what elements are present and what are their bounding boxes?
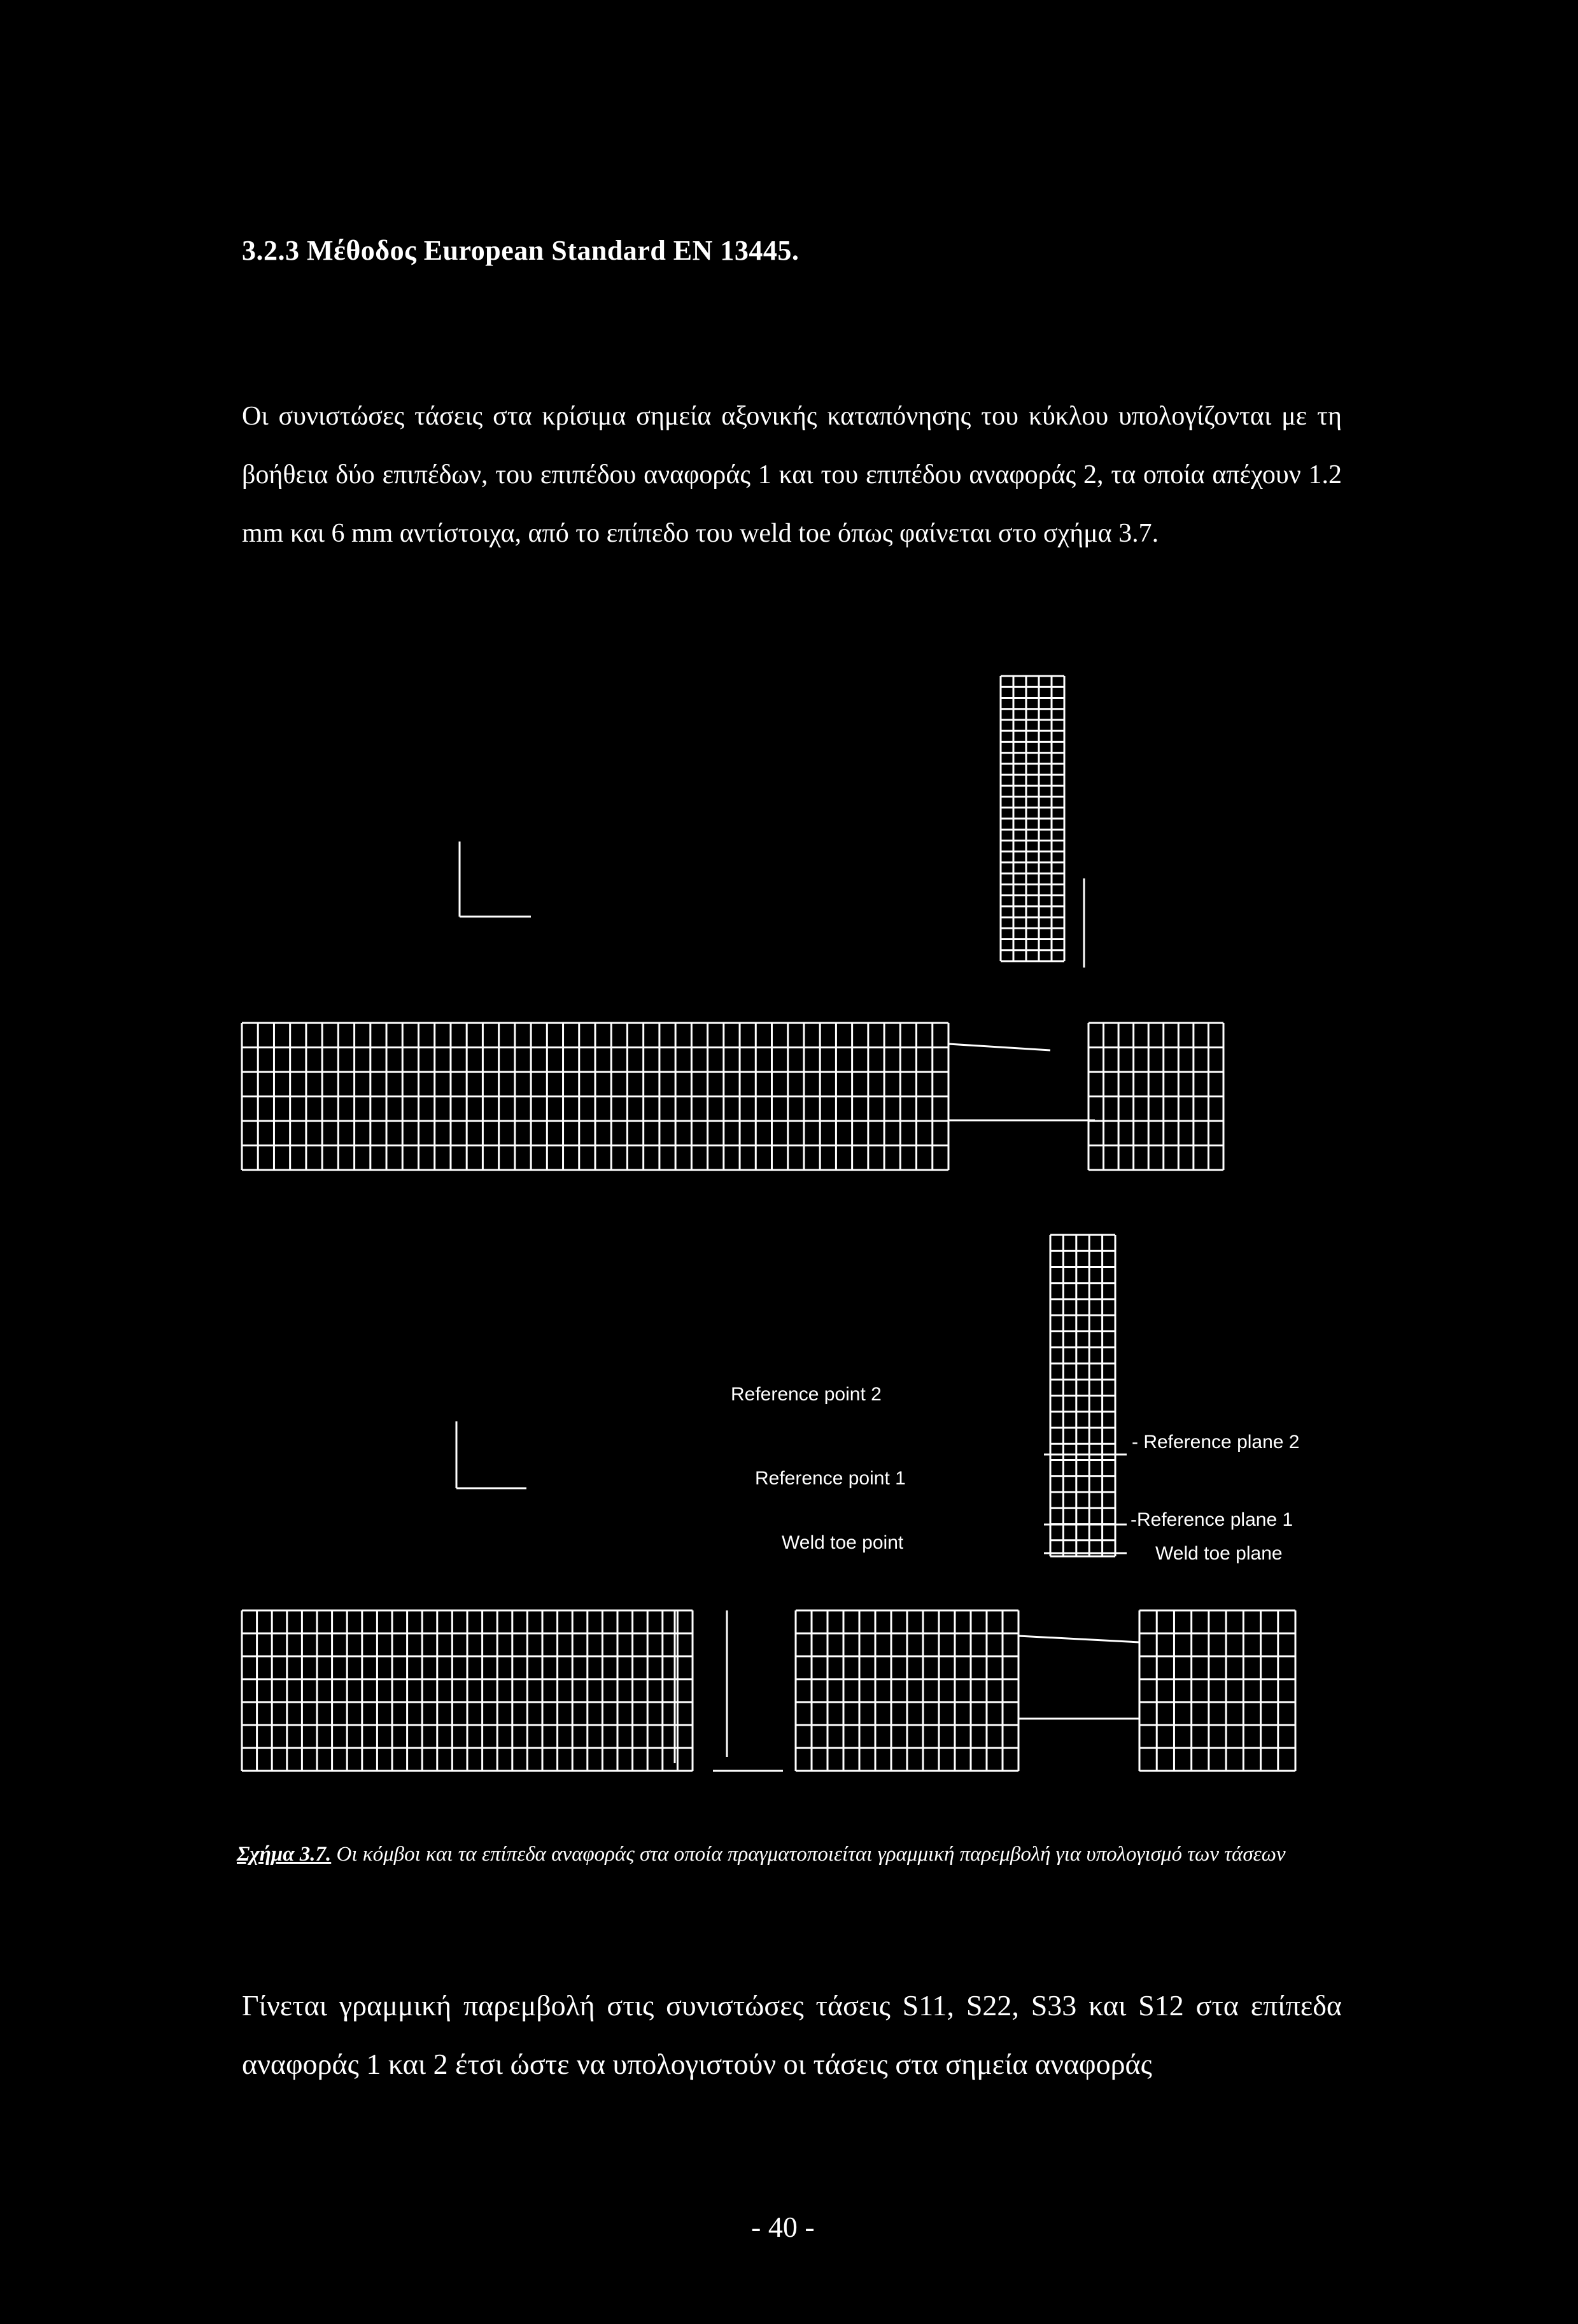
section-heading: 3.2.3 Μέθοδος European Standard EN 13445.: [242, 235, 800, 266]
lower-taper-line: [1018, 1636, 1139, 1642]
caption-text: Οι κόμβοι και τα επίπεδα αναφοράς στα οποία πραγματοποιείται γραμμική παρεμβολή για υπολογισμό των τάσεων: [331, 1843, 1286, 1866]
paragraph-intro: Οι συνιστώσες τάσεις στα κρίσιμα σημεία αξονικής καταπόνησης του κύκλου υπολογίζονται με τη βοήθεια δύο επιπέδων, του επιπέδου αναφοράς 1 και του επιπέδου αναφοράς 2, τα οποία απέχουν 1.2 mm και 6 mm αντίστοιχα, από το επίπεδο του weld toe όπως φαίνεται στο σχήμα 3.7.: [242, 402, 1342, 548]
page-number: - 40 -: [751, 2211, 815, 2243]
label-reference-point-1: Reference point 1: [755, 1468, 906, 1489]
upper-base-taper: [948, 1044, 1050, 1050]
label-weld-toe-point: Weld toe point: [782, 1532, 904, 1553]
figure-caption: [237, 1830, 1342, 1879]
label-reference-plane-1: -Reference plane 1: [1131, 1509, 1293, 1530]
label-reference-plane-2: - Reference plane 2: [1132, 1432, 1300, 1453]
label-weld-toe-plane: Weld toe plane: [1155, 1543, 1283, 1564]
paragraph-interpolation: Γίνεται γραμμική παρεμβολή στις συνιστώσες τάσεις S11, S22, S33 και S12 στα επίπεδα αναφοράς 1 και 2 έτσι ώστε να υπολογιστούν οι τάσεις στα σημεία αναφοράς: [242, 1989, 1342, 2080]
caption-label: Σχήμα 3.7.: [237, 1843, 332, 1866]
label-reference-point-2: Reference point 2: [731, 1384, 882, 1405]
